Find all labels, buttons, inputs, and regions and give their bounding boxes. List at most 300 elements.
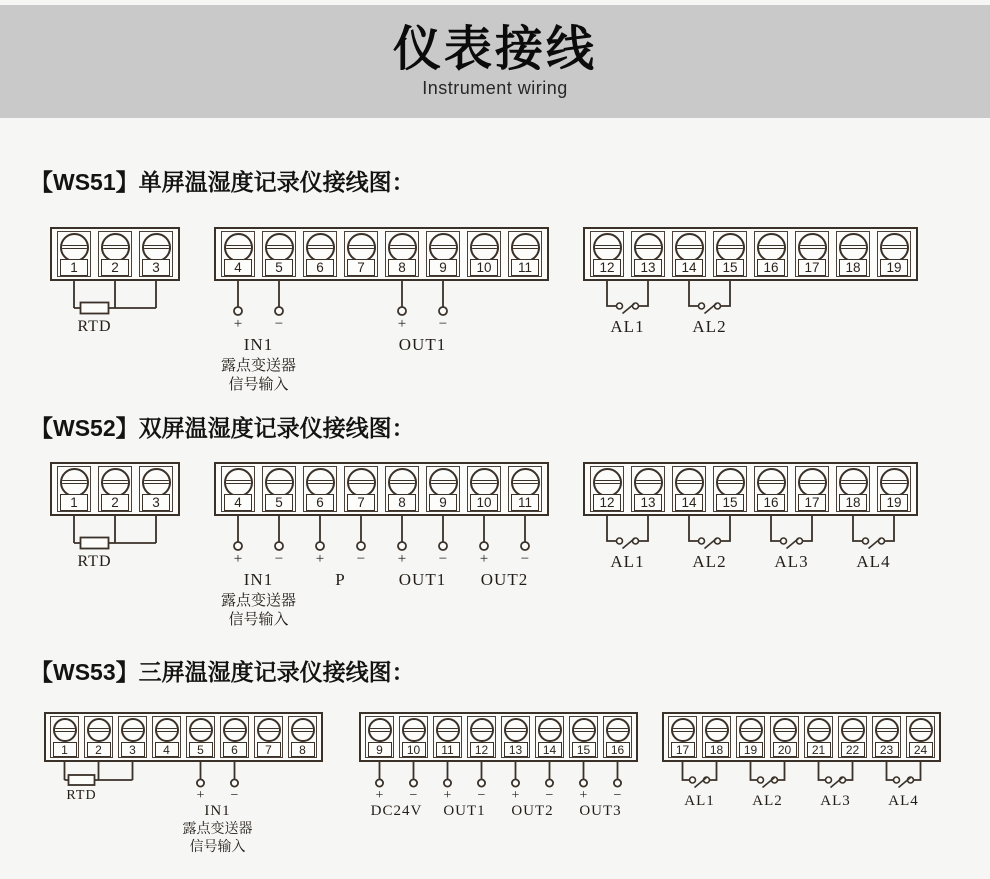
terminal-block-group [44,712,323,856]
terminal-block [214,462,549,516]
signal-sublabel: 信号输入 [189,840,246,855]
signal-pair [398,281,447,354]
wire-end-icon [478,779,485,786]
terminal [220,716,249,758]
terminal-number: 14 [675,259,703,276]
terminal-number: 5 [265,259,293,276]
screw-terminal-icon [470,468,499,497]
terminal [344,466,378,512]
polarity-sign: + [397,551,407,567]
terminal-number: 24 [909,742,933,757]
signal-pair [183,762,253,855]
terminal [344,231,378,277]
terminal [631,466,665,512]
screw-terminal-icon [634,233,663,262]
screw-terminal-icon [634,468,663,497]
polarity-sign: + [315,551,325,567]
wire-end-icon [512,779,519,786]
terminal [385,466,419,512]
contact-dot-icon [826,777,832,783]
screw-terminal-icon [675,468,704,497]
screw-terminal-icon [839,233,868,262]
screw-terminal-icon [189,718,213,742]
screw-terminal-icon [121,718,145,742]
terminal-number: 17 [798,259,826,276]
terminal-number: 2 [87,742,111,757]
terminal-number: 1 [53,742,77,757]
polarity-sign: − [545,788,554,803]
screw-terminal-icon [470,233,499,262]
relay-contact-symbol [751,762,785,809]
wiring-diagram [214,516,549,632]
wire-end-icon [410,779,417,786]
terminal-number: 4 [155,742,179,757]
terminal-number: 8 [291,742,315,757]
polarity-sign: − [438,551,448,567]
wire-end-icon [357,542,365,550]
signal-pair [579,762,621,819]
terminal-number: 19 [880,259,908,276]
screw-terminal-icon [875,718,899,742]
wire-end-icon [376,779,383,786]
terminal-number: 15 [572,742,596,757]
terminal-number: 6 [306,259,334,276]
resistor-icon [69,775,95,785]
screw-terminal-icon [101,233,130,262]
screw-terminal-icon [306,468,335,497]
screw-terminal-icon [593,468,622,497]
screw-terminal-icon [705,718,729,742]
signal-pair [480,516,529,589]
terminal-block [359,712,638,762]
screw-terminal-icon [511,233,540,262]
terminal-block [50,227,180,281]
terminal [569,716,598,758]
wire-end-icon [275,307,283,315]
screw-terminal-icon [265,233,294,262]
signal-label: IN1 [204,803,231,819]
screw-terminal-icon [675,233,704,262]
screw-terminal-icon [716,233,745,262]
screw-terminal-icon [388,233,417,262]
terminal [50,716,79,758]
alarm-label: AL1 [610,552,645,571]
section-heading-ws52: 【WS52】双屏温湿度记录仪接线图： [30,415,415,441]
screw-terminal-icon [291,718,315,742]
wire-end-icon [439,307,447,315]
terminal [57,466,91,512]
rtd-label: RTD [66,788,97,803]
terminal-number: 12 [593,259,621,276]
terminal [98,466,132,512]
wiring-diagram [359,762,638,856]
terminal-number: 16 [606,742,630,757]
terminal [98,231,132,277]
terminal [365,716,394,758]
terminal-number: 20 [773,742,797,757]
screw-terminal-icon [388,468,417,497]
contact-dot-icon [781,538,787,544]
contact-dot-icon [617,303,623,309]
alarm-label: AL1 [684,793,715,809]
screw-terminal-icon [429,233,458,262]
terminal [262,231,296,277]
wiring-diagram [50,281,180,397]
polarity-sign: − [230,788,239,803]
screw-terminal-icon [909,718,933,742]
terminal [736,716,765,758]
screw-terminal-icon [798,468,827,497]
terminal [221,466,255,512]
terminal [152,716,181,758]
screw-terminal-icon [155,718,179,742]
alarm-label: AL3 [774,552,809,571]
signal-label: IN1 [243,570,274,589]
terminal [603,716,632,758]
terminal-number: 15 [716,494,744,511]
screw-terminal-icon [223,718,247,742]
terminal-block-group [662,712,941,856]
resistor-icon [81,303,109,314]
wire-end-icon [197,779,204,786]
terminal [262,466,296,512]
terminal-number: 8 [388,494,416,511]
terminal [754,231,788,277]
contact-dot-icon [699,303,705,309]
screw-terminal-icon [142,233,171,262]
terminal-number: 13 [634,259,662,276]
wiring-diagram [44,762,323,856]
signal-sublabel: 露点变送器 [220,593,297,609]
terminal-number: 6 [223,742,247,757]
screw-terminal-icon [142,468,171,497]
terminal-number: 10 [470,494,498,511]
terminal-number: 18 [839,259,867,276]
signal-pair [221,516,296,628]
terminal [288,716,317,758]
wire-end-icon [398,542,406,550]
screw-terminal-icon [306,233,335,262]
polarity-sign: + [511,788,520,803]
signal-sublabel: 信号输入 [228,612,289,628]
wire-end-icon [614,779,621,786]
terminal-number: 19 [880,494,908,511]
terminal [906,716,935,758]
signal-label: OUT1 [398,335,447,354]
polarity-sign: + [375,788,384,803]
alarm-label: AL2 [752,793,783,809]
terminal [399,716,428,758]
terminal-number: 3 [121,742,145,757]
terminal [838,716,867,758]
wire-end-icon [316,542,324,550]
terminal [467,716,496,758]
terminal-block [50,462,180,516]
terminal [303,231,337,277]
terminal-number: 13 [504,742,528,757]
screw-terminal-icon [716,468,745,497]
terminal [221,231,255,277]
wire-end-icon [480,542,488,550]
terminal-number: 16 [757,259,785,276]
terminal [467,231,501,277]
terminal [668,716,697,758]
terminal-block [583,462,918,516]
signal-sublabel: 露点变送器 [182,822,253,837]
terminal [508,231,542,277]
terminal-number: 11 [436,742,460,757]
relay-contact-symbol [607,281,648,336]
contact-dot-icon [894,777,900,783]
terminal-number: 18 [705,742,729,757]
page-subtitle: Instrument wiring [422,77,568,98]
wire-end-icon [398,307,406,315]
terminal [713,231,747,277]
polarity-sign: + [196,788,205,803]
contact-dot-icon [690,777,696,783]
terminal-number: 9 [429,494,457,511]
contact-dot-icon [758,777,764,783]
signal-pair [371,762,423,819]
terminal [426,231,460,277]
terminal-number: 21 [807,742,831,757]
terminal [713,466,747,512]
screw-terminal-icon [347,233,376,262]
terminal-number: 14 [675,494,703,511]
rtd-label: RTD [77,553,112,570]
rtd-sensor-symbol [74,516,156,570]
screw-terminal-icon [606,718,630,742]
wiring-diagram [583,516,918,632]
terminal [501,716,530,758]
screw-terminal-icon [807,718,831,742]
screw-terminal-icon [798,233,827,262]
signal-sublabel: 信号输入 [228,377,289,393]
alarm-label: AL4 [856,552,891,571]
terminal-block-group [214,227,549,397]
screw-terminal-icon [368,718,392,742]
terminal-block [214,227,549,281]
resistor-icon [81,538,109,549]
screw-terminal-icon [572,718,596,742]
terminal-number: 12 [593,494,621,511]
terminal-number: 5 [265,494,293,511]
terminal-block-group [359,712,638,856]
terminal [672,466,706,512]
terminal-block-group [214,462,549,632]
terminal [795,231,829,277]
terminal [433,716,462,758]
terminal [877,466,911,512]
wiring-diagram [662,762,941,856]
terminal-number: 18 [839,494,867,511]
terminal [254,716,283,758]
terminal-number: 3 [142,259,170,276]
polarity-sign: + [397,316,407,332]
terminal-number: 1 [60,494,88,511]
screw-terminal-icon [757,233,786,262]
terminal-block-group [50,227,180,397]
screw-terminal-icon [470,718,494,742]
alarm-label: AL1 [610,317,645,336]
screw-terminal-icon [60,233,89,262]
terminal-block [44,712,323,762]
screw-terminal-icon [224,468,253,497]
terminal [590,466,624,512]
alarm-label: AL4 [888,793,919,809]
wire-end-icon [234,542,242,550]
terminal-number: 17 [671,742,695,757]
signal-label: DC24V [370,803,423,819]
signal-label: OUT2 [511,803,554,819]
polarity-sign: − [274,551,284,567]
terminal-number: 8 [388,259,416,276]
polarity-sign: + [233,551,243,567]
screw-terminal-icon [402,718,426,742]
terminal [426,466,460,512]
terminal-number: 1 [60,259,88,276]
polarity-sign: − [356,551,366,567]
terminal-number: 9 [368,742,392,757]
screw-terminal-icon [257,718,281,742]
screw-terminal-icon [511,468,540,497]
screw-terminal-icon [53,718,77,742]
rtd-sensor-symbol [74,281,156,335]
terminal-number: 9 [429,259,457,276]
terminal-number: 2 [101,494,129,511]
terminal-number: 4 [224,259,252,276]
screw-terminal-icon [504,718,528,742]
screw-terminal-icon [436,718,460,742]
signal-label: P [335,570,346,589]
screw-terminal-icon [839,468,868,497]
screw-terminal-icon [265,468,294,497]
screw-terminal-icon [87,718,111,742]
terminal-number: 11 [511,259,539,276]
terminal-block-group [50,462,180,632]
screw-terminal-icon [757,468,786,497]
terminal [804,716,833,758]
terminal-number: 22 [841,742,865,757]
polarity-sign: + [479,551,489,567]
terminal-number: 13 [634,494,662,511]
terminal-number: 4 [224,494,252,511]
terminal-number: 3 [142,494,170,511]
screw-terminal-icon [773,718,797,742]
section-heading-ws51: 【WS51】单屏温湿度记录仪接线图： [30,169,415,195]
signal-pair [221,281,296,393]
relay-contact-symbol [853,516,894,571]
screw-terminal-icon [60,468,89,497]
screw-terminal-icon [880,233,909,262]
terminal [303,466,337,512]
polarity-sign: − [409,788,418,803]
terminal [631,231,665,277]
wire-end-icon [231,779,238,786]
wire-end-icon [580,779,587,786]
terminal-number: 2 [101,259,129,276]
terminal-number: 17 [798,494,826,511]
screw-terminal-icon [224,233,253,262]
polarity-sign: + [233,316,243,332]
terminal-number: 10 [402,742,426,757]
terminal [836,466,870,512]
signal-pair [398,516,447,589]
wiring-diagram [50,516,180,632]
wiring-diagram [214,281,549,397]
polarity-sign: − [520,551,530,567]
screw-terminal-icon [593,233,622,262]
terminal [877,231,911,277]
terminal [84,716,113,758]
screw-terminal-icon [841,718,865,742]
polarity-sign: − [613,788,622,803]
terminal [770,716,799,758]
terminal-number: 16 [757,494,785,511]
rtd-label: RTD [77,318,112,335]
contact-dot-icon [699,538,705,544]
signal-label: OUT3 [579,803,622,819]
terminal [672,231,706,277]
polarity-sign: − [438,316,448,332]
terminal [118,716,147,758]
page-title: 仪表接线 [392,23,597,76]
alarm-label: AL2 [692,552,727,571]
screw-terminal-icon [538,718,562,742]
terminal-number: 7 [257,742,281,757]
terminal-block [583,227,918,281]
screw-terminal-icon [429,468,458,497]
wiring-row-ws53 [44,712,941,856]
contact-dot-icon [617,538,623,544]
alarm-label: AL3 [820,793,851,809]
terminal-number: 14 [538,742,562,757]
screw-terminal-icon [347,468,376,497]
terminal-block-group [583,227,918,397]
terminal-block-group [583,462,918,632]
terminal [57,231,91,277]
alarm-label: AL2 [692,317,727,336]
polarity-sign: − [274,316,284,332]
terminal [836,231,870,277]
signal-label: OUT1 [443,803,486,819]
signal-label: OUT2 [480,570,529,589]
wiring-row-ws52 [50,462,918,632]
wire-end-icon [234,307,242,315]
signal-pair [511,762,553,819]
terminal [385,231,419,277]
rtd-sensor-symbol [65,762,133,803]
wire-end-icon [444,779,451,786]
relay-contact-symbol [689,281,730,336]
screw-terminal-icon [739,718,763,742]
terminal [508,466,542,512]
terminal-number: 15 [716,259,744,276]
polarity-sign: + [579,788,588,803]
relay-contact-symbol [819,762,853,809]
wiring-diagram [583,281,918,397]
polarity-sign: − [477,788,486,803]
relay-contact-symbol [683,762,717,809]
terminal-number: 7 [347,259,375,276]
section-heading-ws53: 【WS53】三屏温湿度记录仪接线图： [30,659,415,685]
relay-contact-symbol [771,516,812,571]
relay-contact-symbol [607,516,648,571]
terminal [795,466,829,512]
polarity-sign: + [443,788,452,803]
wire-end-icon [546,779,553,786]
wire-end-icon [439,542,447,550]
